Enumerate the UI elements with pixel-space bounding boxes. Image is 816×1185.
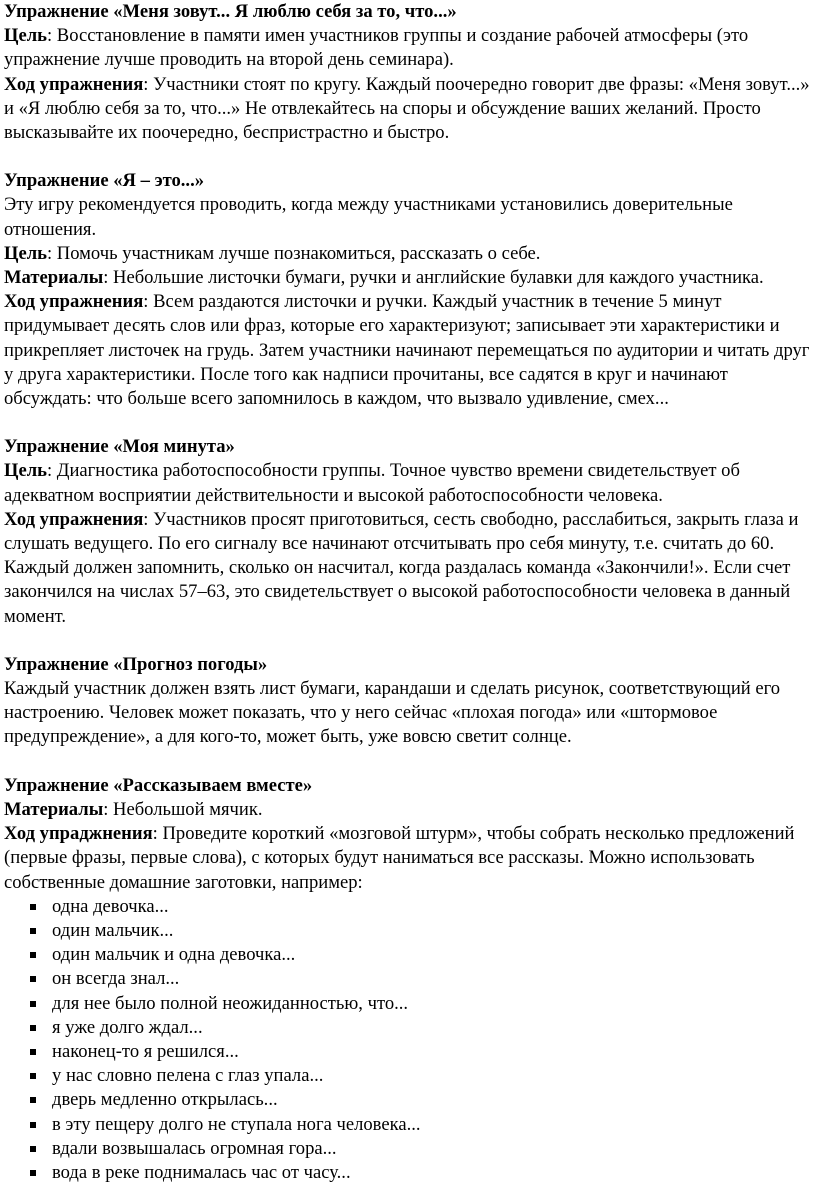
square-bullet-icon	[30, 1049, 36, 1055]
materials-paragraph	[4, 266, 812, 290]
goal-text: : Восстановление в памяти имен участников группы и создание рабочей атмосферы (это упражнение лучше проводить на второй день семинара).	[4, 25, 749, 71]
goal-label: Цель	[4, 25, 47, 47]
square-bullet-icon	[30, 1146, 36, 1152]
square-bullet-icon	[30, 952, 36, 958]
process-text: : Участники стоят по кругу. Каждый поочередно говорит две фразы: «Меня зовут...» и «Я люблю себя за то, что...» Не отвлекайтесь на споры и обсуждение ваших желаний. Просто высказывайте их поочередно, беспристрастно и быстро.	[4, 73, 810, 144]
list-item: вода в реке поднималась час от часу...	[30, 1161, 812, 1185]
exercise-title: Упражнение «Моя минута»	[4, 436, 235, 458]
materials-text: : Небольшие листочки бумаги, ручки и английские булавки для каждого участника.	[103, 267, 764, 289]
process-text: : Всем раздаются листочки и ручки. Каждый участник в течение 5 минут придумывает десять слов или фраз, которые его характеризуют; записывает эти характеристики и прикрепляет листочек на грудь. Затем участники начинают перемещаться по аудитории и читать друг у друга характеристики. После того как надписи прочитаны, все садятся в круг и начинают обсуждать: что больше всего запомнилось в каждом, что вызвало удивление, смех...	[4, 291, 810, 410]
square-bullet-icon	[30, 904, 36, 910]
list-item: один мальчик и одна девочка...	[30, 943, 812, 967]
materials-label: Материалы	[4, 798, 104, 820]
story-starters-list	[4, 895, 812, 1185]
exercise-title: Упражнение «Прогноз погоды»	[4, 653, 268, 675]
process-paragraph	[4, 822, 812, 895]
list-item: он всегда знал...	[30, 967, 812, 991]
square-bullet-icon	[30, 1122, 36, 1128]
list-item: вдали возвышалась огромная гора...	[30, 1137, 812, 1161]
list-item: у нас словно пелена с глаз упала...	[30, 1064, 812, 1088]
exercise-story-together	[4, 774, 812, 1185]
exercise-weather-forecast	[4, 653, 812, 750]
goal-paragraph	[4, 24, 812, 72]
intro-paragraph: Каждый участник должен взять лист бумаги, карандаши и сделать рисунок, соответствующий его настроению. Человек может показать, что у него сейчас «плохая погода» или «штормовое предупреждение», а для кого-то, может быть, уже вовсю светит солнце.	[4, 678, 781, 748]
list-item: дверь медленно открылась...	[30, 1088, 812, 1112]
materials-paragraph	[4, 798, 812, 822]
list-item: один мальчик...	[30, 919, 812, 943]
goal-label: Цель	[4, 460, 47, 482]
process-text: : Проведите короткий «мозговой штурм», чтобы собрать несколько предложений (первые фразы, первые слова), с которых будут наниматься все рассказы. Можно использовать собственные домашние заготовки, например:	[4, 823, 795, 893]
goal-text: : Диагностика работоспособности группы. Точное чувство времени свидетельствует об адекватном восприятии действительности и высокой работоспособности человека.	[4, 460, 740, 506]
goal-label: Цель	[4, 242, 47, 264]
exercise-i-am	[4, 169, 812, 411]
list-item: наконец-то я решился...	[30, 1040, 812, 1064]
square-bullet-icon	[30, 1170, 36, 1176]
list-item: для нее было полной неожиданностью, что...	[30, 992, 812, 1016]
exercise-my-minute	[4, 435, 812, 629]
square-bullet-icon	[30, 928, 36, 934]
list-item: я уже долго ждал...	[30, 1016, 812, 1040]
square-bullet-icon	[30, 1073, 36, 1079]
exercise-title: Упражнение «Я – это...»	[4, 170, 205, 192]
process-label: Ход упражнения	[4, 291, 144, 313]
square-bullet-icon	[30, 1025, 36, 1031]
list-item: в эту пещеру долго не ступала нога человека...	[30, 1113, 812, 1137]
process-label: Ход упражнения	[4, 73, 144, 95]
goal-paragraph	[4, 459, 812, 507]
process-label: Ход упражнения	[4, 508, 144, 530]
exercise-my-name	[4, 0, 812, 145]
exercise-title: Упражнение «Рассказываем вместе»	[4, 774, 313, 796]
process-paragraph	[4, 508, 812, 629]
goal-paragraph	[4, 242, 812, 266]
list-item: одна девочка...	[30, 895, 812, 919]
intro-paragraph: Эту игру рекомендуется проводить, когда между участниками установились доверительные отношения.	[4, 194, 733, 240]
exercise-title: Упражнение «Меня зовут... Я люблю себя за то, что...»	[4, 1, 457, 22]
process-text: : Участников просят приготовиться, сесть свободно, расслабиться, закрыть глаза и слушать ведущего. По его сигналу все начинают отсчитывать про себя минуту, т.е. считать до 60. Каждый должен запомнить, сколько он насчитал, когда раздалась команда «Закончили!». Если счет закончился на числах 57–63, это свидетельствует о высокой работоспособности человека в данный момент.	[4, 508, 799, 627]
materials-text: : Небольшой мячик.	[103, 798, 263, 820]
goal-text: : Помочь участникам лучше познакомиться, рассказать о себе.	[46, 242, 541, 264]
materials-label: Материалы	[4, 267, 104, 289]
square-bullet-icon	[30, 976, 36, 982]
square-bullet-icon	[30, 1001, 36, 1007]
square-bullet-icon	[30, 1097, 36, 1103]
process-paragraph	[4, 290, 812, 411]
process-paragraph	[4, 73, 812, 146]
process-label: Ход упраджнения	[4, 823, 153, 845]
